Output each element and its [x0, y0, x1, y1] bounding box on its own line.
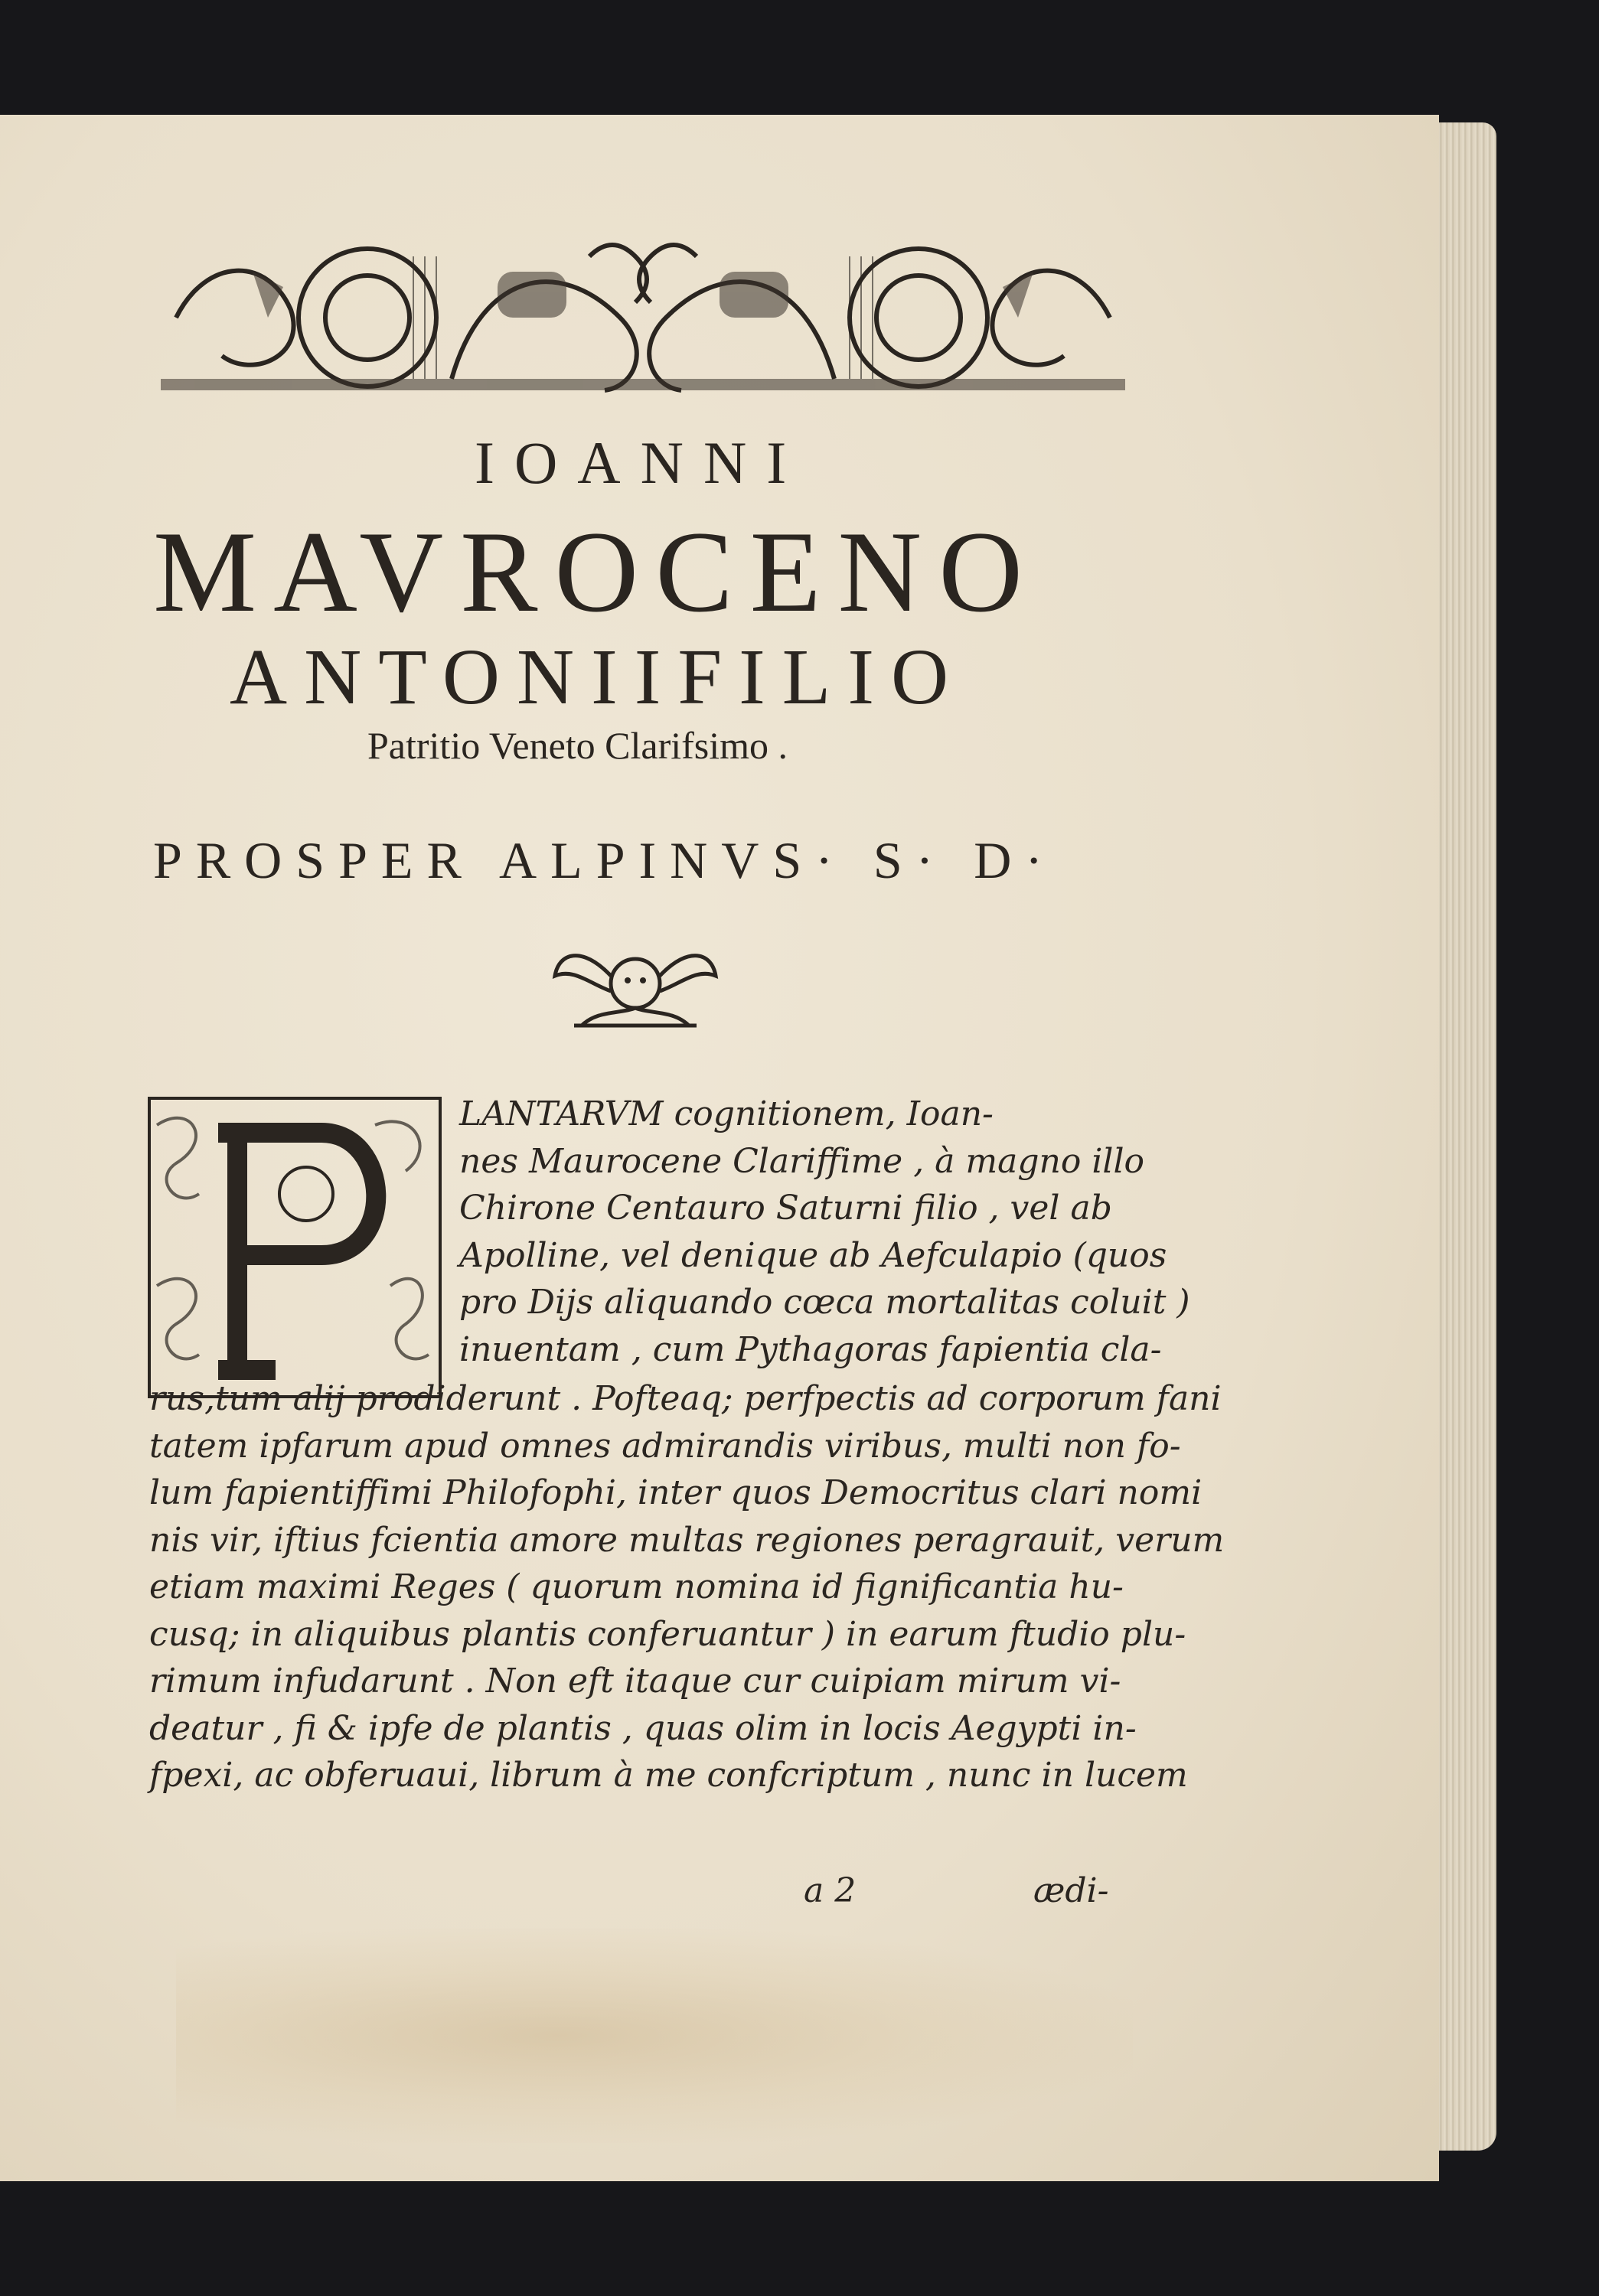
text-line: inuentam , cum Pythagoras fapientia cla-	[459, 1329, 1162, 1369]
text-line: pro Dijs aliquando cœca mortalitas coluit )	[459, 1283, 1190, 1322]
water-stain	[176, 1929, 1133, 2143]
text-line: deatur , fi & ipfe de plantis , quas olim in locis Aegypti in-	[149, 1708, 1137, 1748]
text-line: cusq; in aliquibus plantis conferuantur ) in earum ftudio plu-	[149, 1614, 1186, 1654]
title-dedicatee-rank: Patritio Veneto Clarifsimo .	[367, 724, 788, 767]
title-author-salutation: PROSPER ALPINVS· S· D·	[153, 831, 1057, 889]
text-line: rus,tum alij prodiderunt . Pofteaq; perfpectis ad corporum fani	[149, 1379, 1222, 1418]
text-line: tatem ipfarum apud omnes admirandis viribus, multi non fo-	[149, 1426, 1181, 1466]
text-line: LANTARVM cognitionem, Ioan-	[459, 1094, 994, 1133]
text-line: nes Maurocene Clariffime , à magno illo	[459, 1141, 1145, 1181]
text-line: fpexi, ac obferuaui, librum à me confcriptum , nunc in lucem	[149, 1756, 1188, 1795]
winged-cherub-ornament-icon	[551, 930, 720, 1037]
text-line: rimum infudarunt . Non eft itaque cur cuipiam mirum vi-	[149, 1662, 1121, 1701]
body-text-full	[149, 1375, 1224, 1799]
title-dedicatee-filiation: ANTONIIFILIO	[230, 633, 966, 721]
text-line: Chirone Centauro Saturni filio , vel ab	[459, 1189, 1112, 1228]
ornamental-headpiece-icon	[161, 226, 1125, 402]
text-line: lum fapientiffimi Philofophi, inter quos Democritus clari nomi	[149, 1473, 1203, 1512]
signature-mark: a 2	[804, 1871, 857, 1910]
text-line: etiam maximi Reges ( quorum nomina id fignificantia hu-	[149, 1567, 1124, 1606]
text-line: Apolline, vel denique ab Aefculapio (quos	[459, 1235, 1167, 1275]
title-dedicatee-name: MAVROCENO	[153, 507, 1040, 636]
body-text-indented	[459, 1091, 1190, 1373]
catchword: ædi-	[1033, 1871, 1109, 1910]
decorated-initial-p-icon	[145, 1094, 444, 1401]
text-line: nis vir, iftius fcientia amore multas regiones peragrauit, verum	[149, 1520, 1225, 1560]
title-dedicatee-first: IOANNI	[475, 429, 807, 496]
